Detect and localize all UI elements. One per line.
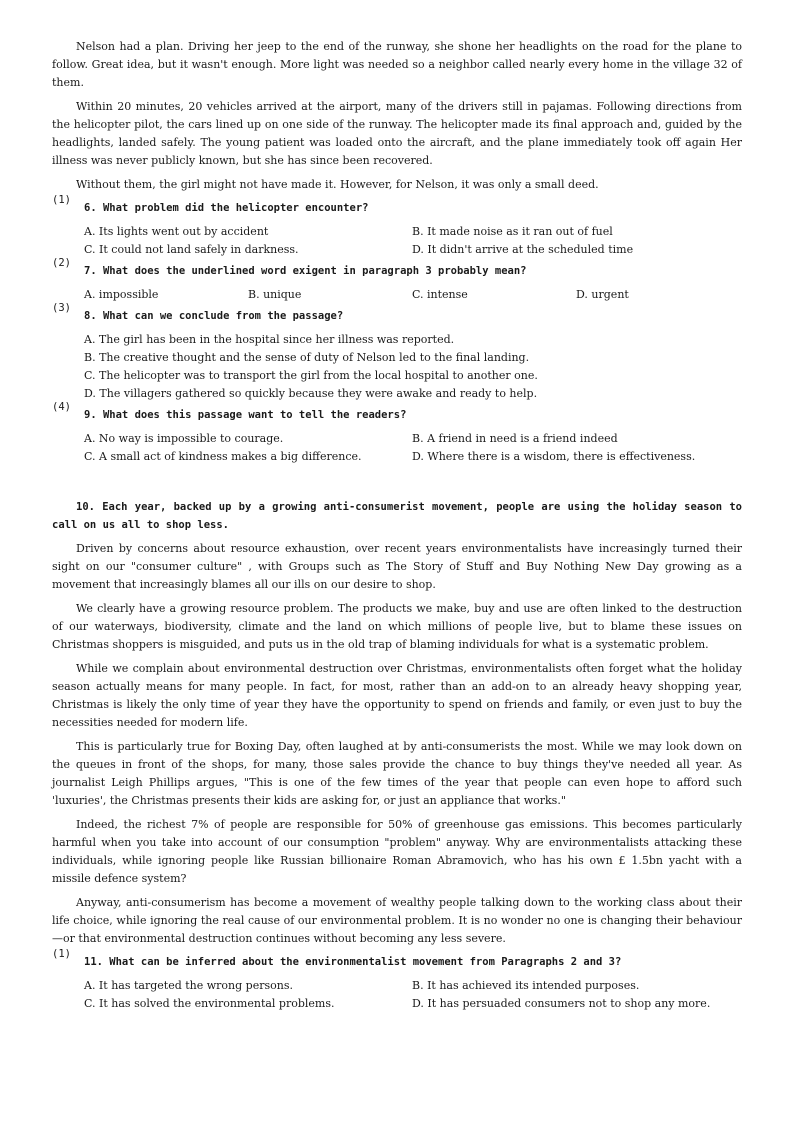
option-a[interactable]: A. The girl has been in the hospital since her illness was reported. (84, 333, 455, 346)
option-c[interactable]: C. It could not land safely in darkness. (84, 243, 299, 256)
passage-1 (52, 38, 742, 466)
document-page (52, 38, 742, 1015)
question-9 (52, 401, 742, 424)
option-c[interactable]: C. The helicopter was to transport the girl from the local hospital to another one. (84, 369, 538, 382)
paragraph: Driven by concerns about resource exhaustion, over recent years environmentalists have increasingly turned their sight on our "consumer culture" , with Groups such as The Story of Stuff and Buy Nothing New Day growing as a movement that increasingly blames all our ills on our desire to shop. (52, 542, 742, 591)
question-stem: 6. What problem did the helicopter encounter? (84, 202, 369, 214)
question-stem: 11. What can be inferred about the environmentalist movement from Paragraphs 2 and 3? (84, 956, 622, 968)
section-gap (52, 468, 742, 498)
question-11 (52, 948, 742, 971)
paragraph: This is particularly true for Boxing Day, often laughed at by anti-consumerists the most. While we may look down on the queues in front of the shops, for many, those sales provide the chance to buy things they've needed all year. As journalist Leigh Phillips argues, "This is one of the few times of the year that people can even hope to afford such 'luxuries', the Christmas presents their kids are asking for, or just an appliance that works." (52, 740, 742, 807)
paragraph: Within 20 minutes, 20 vehicles arrived at the airport, many of the drivers still in pajamas. Following directions from the helicopter pilot, the cars lined up on one side of the runway. The helicopter made its final approach and, guided by the headlights, landed safely. The young patient was loaded onto the aircraft, and the plane immediately took off again Her illness was never publicly known, but she has since been recovered. (52, 100, 742, 167)
question-10-heading: 10. Each year, backed up by a growing anti-consumerist movement, people are using the holiday season to call on us all to shop less. (52, 501, 742, 531)
question-number: (3) (52, 302, 71, 314)
option-a[interactable]: A. Its lights went out by accident (84, 225, 269, 238)
option-b[interactable]: B. unique (248, 288, 302, 301)
options (52, 430, 742, 466)
passage-2 (52, 498, 742, 1013)
option-d[interactable]: D. It has persuaded consumers not to shop any more. (412, 997, 711, 1010)
option-b[interactable]: B. A friend in need is a friend indeed (412, 432, 618, 445)
question-number: (4) (52, 401, 71, 413)
question-number: (2) (52, 257, 71, 269)
option-c[interactable]: C. A small act of kindness makes a big difference. (84, 450, 362, 463)
option-a[interactable]: A. No way is impossible to courage. (84, 432, 284, 445)
paragraph: We clearly have a growing resource problem. The products we make, buy and use are often linked to the destruction of our waterways, biodiversity, climate and the land on which millions of people live, but to blame these issues on Christmas shoppers is misguided, and puts us in the old trap of blaming individuals for what is a systematic problem. (52, 602, 742, 651)
option-b[interactable]: B. The creative thought and the sense of duty of Nelson led to the final landing. (84, 351, 530, 364)
option-c[interactable]: C. intense (412, 288, 468, 301)
option-a[interactable]: A. impossible (84, 288, 159, 301)
paragraph: Without them, the girl might not have made it. However, for Nelson, it was only a small deed. (76, 178, 599, 191)
option-d[interactable]: D. The villagers gathered so quickly because they were awake and ready to help. (84, 387, 538, 400)
question-stem: 9. What does this passage want to tell the readers? (84, 409, 407, 421)
question-stem: 7. What does the underlined word exigent in paragraph 3 probably mean? (84, 265, 527, 277)
option-a[interactable]: A. It has targeted the wrong persons. (84, 979, 293, 992)
paragraph: Nelson had a plan. Driving her jeep to the end of the runway, she shone her headlights on the road for the plane to follow. Great idea, but it wasn't enough. More light was needed so a neighbor called nearly every home in the village 32 of them. (52, 40, 742, 89)
option-b[interactable]: B. It has achieved its intended purposes. (412, 979, 640, 992)
option-b[interactable]: B. It made noise as it ran out of fuel (412, 225, 613, 238)
option-c[interactable]: C. It has solved the environmental problems. (84, 997, 335, 1010)
question-stem: 8. What can we conclude from the passage? (84, 310, 344, 322)
options (52, 977, 742, 1013)
option-d[interactable]: D. It didn't arrive at the scheduled time (412, 243, 634, 256)
question-number: (1) (52, 194, 71, 206)
question-6 (52, 194, 742, 217)
question-7 (52, 257, 742, 280)
paragraph: Anyway, anti-consumerism has become a movement of wealthy people talking down to the working class about their life choice, while ignoring the real cause of our environmental problem. It is no wonder no one is changing their behaviour—or that environmental destruction continues without becoming any less severe. (52, 896, 742, 945)
paragraph: Indeed, the richest 7% of people are responsible for 50% of greenhouse gas emissions. This becomes particularly harmful when you take into account of our consumption "problem" anyway. Why are environmentalists attacking these individuals, while ignoring people like Russian billionaire Roman Abramovich, who has his own £ 1.5bn yacht with a missile defence system? (52, 818, 742, 885)
option-d[interactable]: D. Where there is a wisdom, there is effectiveness. (412, 450, 696, 463)
question-8 (52, 302, 742, 325)
paragraph: While we complain about environmental destruction over Christmas, environmentalists often forget what the holiday season actually means for many people. In fact, for most, rather than an add-on to an already heavy shopping year, Christmas is likely the only time of year they have the opportunity to spend on friends and family, or even just to buy the necessities needed for modern life. (52, 662, 742, 729)
options (52, 223, 742, 259)
question-number: (1) (52, 948, 71, 960)
option-d[interactable]: D. urgent (576, 288, 629, 301)
options (52, 331, 742, 403)
options (52, 286, 742, 304)
